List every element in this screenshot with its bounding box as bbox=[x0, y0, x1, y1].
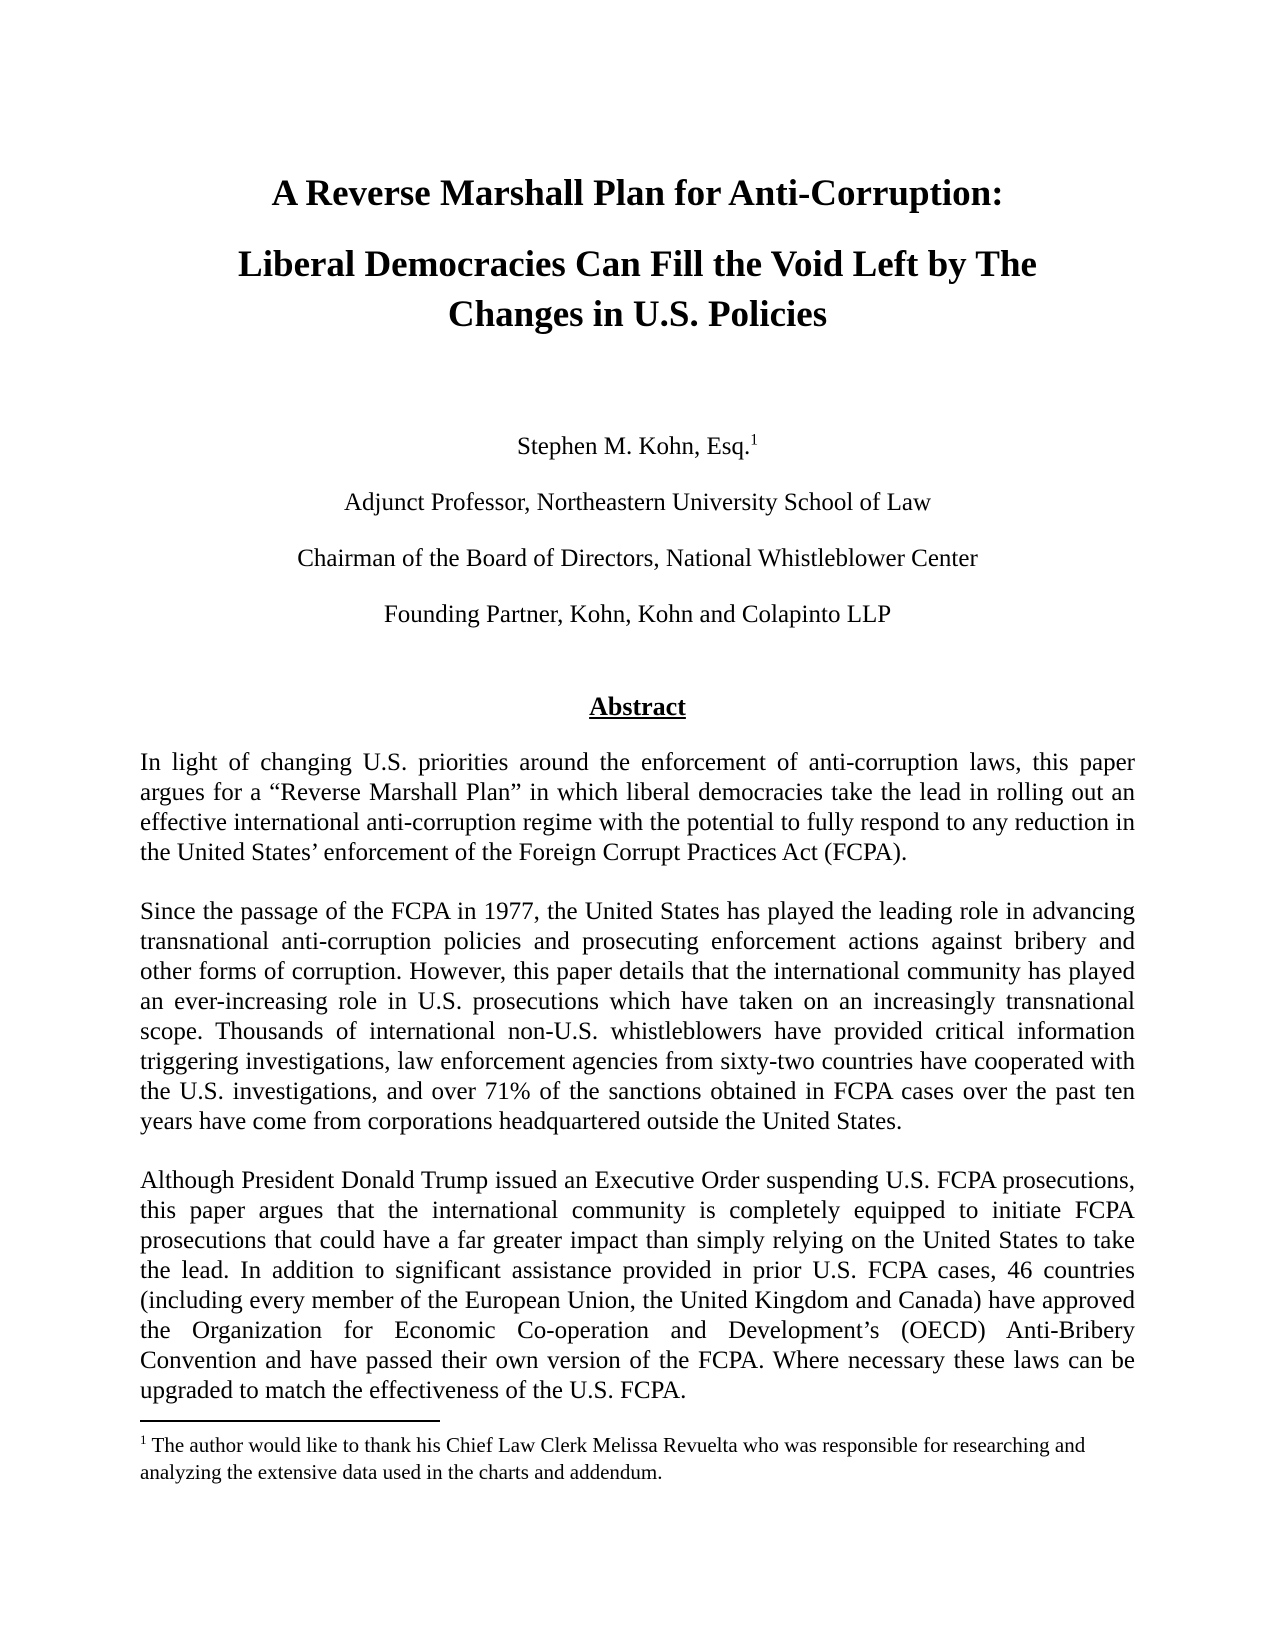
abstract-paragraph-3: Although President Donald Trump issued an Executive Order suspending U.S. FCPA prosecutions, this paper argues that the international community is completely equipped to initiate FCPA prosecutions that could have a far greater impact than simply relying on the United States to take the lead. In addition to significant assistance provided in prior U.S. FCPA cases, 46 countries (including every member of the European Union, the United Kingdom and Canada) have approved the Organization for Economic Co-operation and Development’s (OECD) Anti-Bribery Convention and have passed their own version of the FCPA. Where necessary these laws can be upgraded to match the effectiveness of the U.S. FCPA. bbox=[140, 1167, 1135, 1404]
paper-title-line-1: A Reverse Marshall Plan for Anti-Corruption: bbox=[271, 173, 1004, 214]
author-affiliation-3: Founding Partner, Kohn, Kohn and Colapinto LLP bbox=[383, 601, 892, 628]
paper-title-line-3: Changes in U.S. Policies bbox=[447, 294, 828, 335]
footnote bbox=[140, 1432, 1135, 1486]
abstract-heading: Abstract bbox=[589, 692, 686, 721]
author-name: Stephen M. Kohn, Esq. bbox=[516, 433, 751, 460]
paper-title-subtitle bbox=[140, 240, 1135, 340]
footnote-text: The author would like to thank his Chief Law Clerk Melissa Revuelta who was responsible for researching and analyzing the extensive data used in the charts and addendum. bbox=[140, 1433, 1086, 1484]
abstract-body bbox=[140, 748, 1135, 1406]
author-affiliation-2: Chairman of the Board of Directors, National Whistleblower Center bbox=[297, 545, 978, 572]
author-block bbox=[140, 432, 1135, 630]
footnote-marker: 1 bbox=[140, 1432, 147, 1447]
author-affiliation-1: Adjunct Professor, Northeastern University School of Law bbox=[343, 489, 932, 516]
author-footnote-ref: 1 bbox=[750, 431, 759, 449]
footnote-separator bbox=[140, 1420, 440, 1422]
abstract-paragraph-2: Since the passage of the FCPA in 1977, the United States has played the leading role in advancing transnational anti-corruption policies and prosecuting enforcement actions against bribery and other forms of corruption. However, this paper details that the international community has played an ever-increasing role in U.S. prosecutions which have taken on an increasingly transnational scope. Thousands of international non-U.S. whistleblowers have provided critical information triggering investigations, law enforcement agencies from sixty-two countries have cooperated with the U.S. investigations, and over 71% of the sanctions obtained in FCPA cases over the past ten years have come from corporations headquartered outside the United States. bbox=[140, 898, 1135, 1135]
author-name-line bbox=[140, 432, 1135, 462]
paper-title-line-2: Liberal Democracies Can Fill the Void Left by The bbox=[238, 244, 1037, 285]
abstract-paragraph-1: In light of changing U.S. priorities around the enforcement of anti-corruption laws, this paper argues for a “Reverse Marshall Plan” in which liberal democracies take the lead in rolling out an effective international anti-corruption regime with the potential to fully respond to any reduction in the United States’ enforcement of the Foreign Corrupt Practices Act (FCPA). bbox=[140, 749, 1135, 866]
footnote-area bbox=[140, 1420, 1135, 1486]
